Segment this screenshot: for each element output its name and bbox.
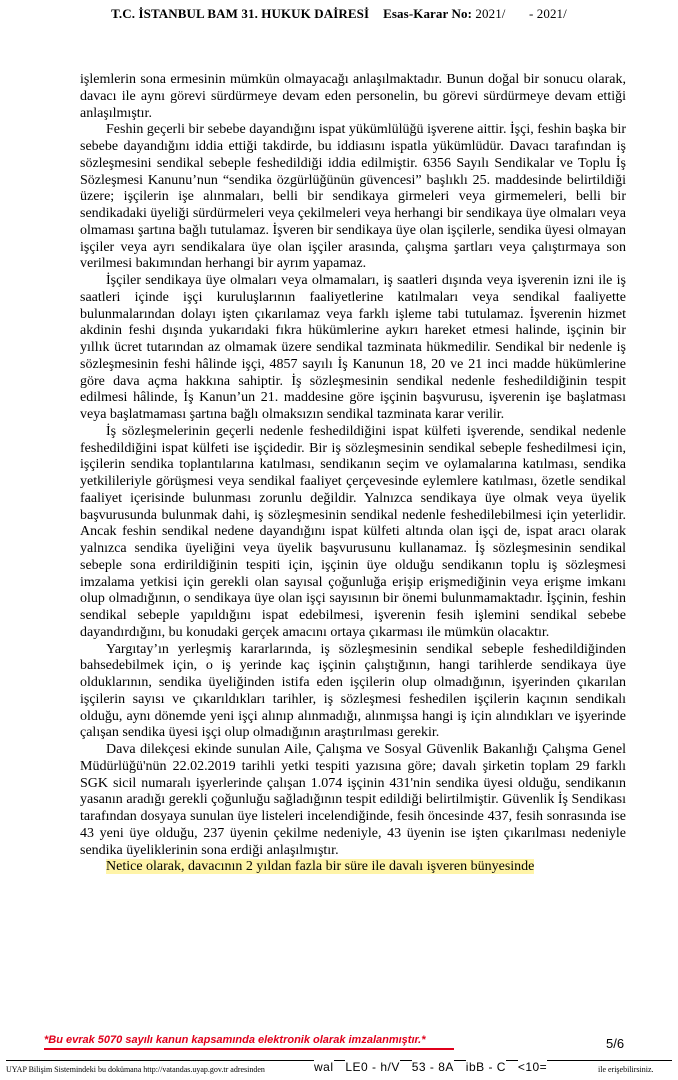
document-body (80, 72, 626, 876)
paragraph: Yargıtay’ın yerleşmiş kararlarında, iş sözleşmesinin sendikal sebeple feshedildiğinden bahsedebilmek için, o iş yerinde kaç işçinin çalıştığının, hangi tarihlerde sendikaya üye olduklarının, sendika üyeliğinden istifa eden işçilerin olup olmadığının, işyerinden çıkarılan işçilerin sayısı ve çıkarıldıkları tarihler, iş sözleşmesi feshedilen işçilerin kaçının sendikalı olduğu, aynı dönemde yeni işçi alınıp alınmadığı, alınmışsa hangi iş için alındıkları ve işyerinde çalışan sendika üyesi işçi olup olmadığının araştırılması gerekir. (80, 641, 626, 741)
verification-code-part: LE0 - h/V (345, 1060, 400, 1074)
paragraph: İş sözleşmelerinin geçerli nedenle feshedildiğini ispat külfeti işverende, sendikal nedenle feshedildiğini ispat külfeti ise işçidedir. Bir iş sözleşmesinin sendikal sebeple feshedilmesi için, işçilerin sendika toplantılarına katılması, sendikanın seçim ve oylamalarına katılması, sendika yetkilileriyle görüşmesi veya sendikal faaliyet çerçevesinde eylemlere katılması, özetle sendikal faaliyet içerisinde bulunması zorunlu değildir. Yalnızca sendikaya üye olmak veya üyelik başvurusunda bulunmak dahi, iş sözleşmesinin sendikal nedenle feshedilebilmesi için yeterlidir. Ancak feshin sendikal nedene dayandığını ispat külfeti altında olan işçi de, ispat aracı olarak yalnızca sendika üyeliğini veya üyelik başvurusunu kullanamaz. İş sözleşmesinin sendikal sebeple sona erdirildiğinin tespiti için, işçinin üye olduğu sendikanın toplu iş sözleşmesi imzalama yetkisi için gerekli olan sayısal çoğunluğa erişip erişmediğinin veya erişme imkanı olup olmadığının, o sendikaya üye olan işçi sayısının bir önemi bulunmamaktadır. İşçinin, feshin sendikal sebeple yapıldığını ispat edebilmesi, işverenin fesih işlemini sendikal sebebe dayandırdığını, bu konudaki gerçek amacını ortaya çıkarması ile mümkün olacaktır. (80, 423, 626, 640)
footer-access-text: UYAP Bilişim Sistemindeki bu dokümana http://vatandas.uyap.gov.tr adresinden (6, 1065, 265, 1074)
signature-underline (44, 1048, 454, 1050)
case-number-value: 2021/ (475, 6, 506, 21)
court-name: T.C. İSTANBUL BAM 31. HUKUK DAİRESİ (111, 6, 370, 21)
paragraph: Feshin geçerli bir sebebe dayandığını ispat yükümlülüğü işverene aittir. İşçi, feshin başka bir sebebe dayandığını iddia ettiği takdirde, bu iddiasını ispatla yükümlüdür. Davacı tarafından iş sözleşmesini sendikal sebeple feshedildiği iddia edilmiştir. 6356 Sayılı Sendikalar ve Toplu İş Sözleşmesi Kanunu’nun “sendika özgürlüğünün güvencesi” başlıklı 25. maddesinde belirtildiği üzere; işçilerin işe alınmaları, belli bir sendikaya girmeleri veya girmemeleri, belli bir sendikadaki üyeliği sürdürmeleri veya çekilmeleri veya herhangi bir sendikaya üye olmaları veya olmaması şartına bağlı tutulamaz. İşveren bir sendikaya üye olan işçilerle, sendika üyesi olmayan işçiler veya ayrı sendikalara üye olan işçiler arasında, çalışma şartları veya çalıştırmaya son verilmesi bakımından herhangi bir ayrım yapamaz. (80, 122, 626, 272)
page-number: 5/6 (606, 1036, 625, 1051)
paragraph: Dava dilekçesi ekinde sunulan Aile, Çalışma ve Sosyal Güvenlik Bakanlığı Çalışma Genel Müdürlüğü'nün 22.02.2019 tarihli yetki tespiti yazısına göre; davalı şirketin toplam 29 farklı SGK sicil numaralı işyerlerinde çalışan 1.074 işçinin 431'nin sendika üyesi olduğu, sendikanın yasanın aradığı gerekli çoğunluğu sağladığının tespit edildiği belirtilmiştir. Güvenlik İş Sendikası tarafından dosyaya sunulan üye listeleri incelendiğinde, fesih öncesinde 437, fesih sonrasında ise 43 yeni üye olduğu, 237 üyenin çekilme nedeniyle, 43 üyenin ise işten çıkarılması nedeniyle sendika üyeliklerinin sona erdiği anlaşılmıştır. (80, 742, 626, 858)
verification-code (314, 1060, 555, 1074)
e-signature-notice: *Bu evrak 5070 sayılı kanun kapsamında elektronik olarak imzalanmıştır.* (44, 1034, 426, 1046)
case-number-label: Esas-Karar No: (383, 6, 473, 21)
footer-access-suffix: ile erişebilirsiniz. (598, 1065, 654, 1074)
verification-code-part: <10= (517, 1060, 548, 1074)
highlighted-text: Netice olarak, davacının 2 yıldan fazla bir süre ile davalı işveren bünyesinde (106, 859, 535, 875)
document-header (0, 6, 678, 22)
paragraph: işlemlerin sona ermesinin mümkün olmayacağı anlaşılmaktadır. Bunun doğal bir sonucu olarak, davacı ile aynı görevi sürdürmeye devam eden personelin, bu görevi sürdürmeye devam ettiği anlaşılmıştır. (80, 72, 626, 121)
verification-code-part: wal (314, 1060, 334, 1074)
uyap-footer (6, 1060, 672, 1077)
verification-code-part: 53 - 8A (411, 1060, 454, 1074)
verification-code-part: ibB - C (465, 1060, 506, 1074)
highlighted-paragraph (80, 859, 626, 876)
decision-number-value: - 2021/ (528, 6, 567, 21)
paragraph: İşçiler sendikaya üye olmaları veya olmamaları, iş saatleri dışında veya işverenin izni ile iş saatleri içinde işçi kuruluşlarının faaliyetlerine katılmaları veya sendikal faaliyette bulunmalarından dolayı işten çıkarılamaz veya farklı işleme tabi tutulamaz. İşverenin hizmet akdinin feshi dışında yukarıdaki fıkra hükümlerine aykırı hareket etmesi halinde, işçinin bir yıllık ücret tutarından az olmamak üzere sendikal tazminata hükmedilir. Sendikal bir nedenle iş sözleşmesinin feshi hâlinde işçi, 4857 sayılı İş Kanunun 18, 20 ve 21 inci madde hükümlerine göre dava açma hakkına sahiptir. İş sözleşmesinin sendikal nedenle feshedildiğinin tespit edilmesi hâlinde, İş Kanun’un 21. maddesine göre işçinin başvurusu, işverenin işe başlatması veya başlatmaması şartına bağlı olmaksızın sendikal tazminata karar verilir. (80, 273, 626, 422)
